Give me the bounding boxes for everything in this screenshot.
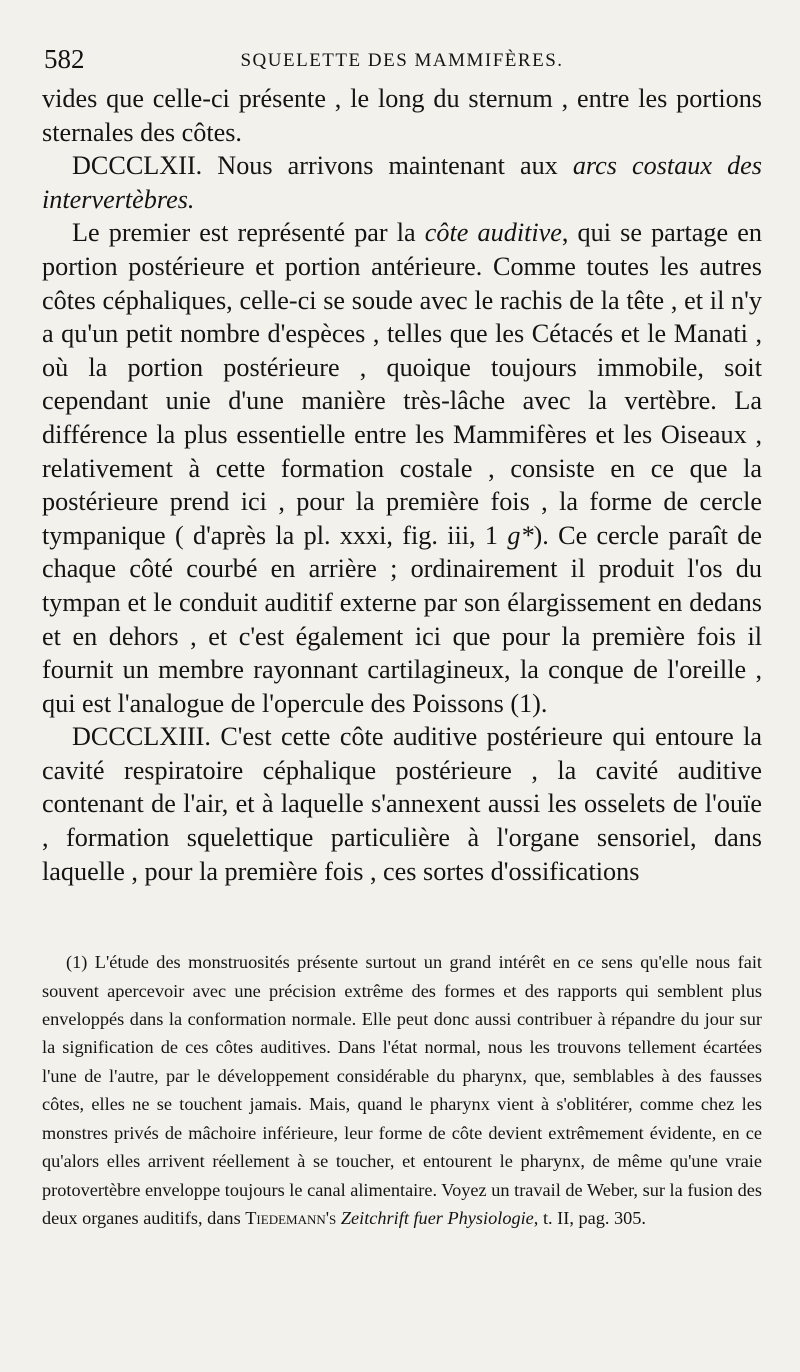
paragraph-text: Nous arrivons maintenant aux (202, 151, 573, 181)
paragraph-text: ). Ce cercle paraît de chaque côté courbé en arrière ; ordinairement il produit l'os du tympan et le conduit auditif externe par son élargissement en dedans et en dehors , et c'est également ici que pour la première fois il fournit un membre rayonnant cartilagineux, la conque de l'oreille , qui est l'analogue de l'opercule des Poissons (1). (42, 520, 762, 718)
paragraph (42, 149, 762, 216)
running-title: SQUELETTE DES MAMMIFÈRES. (240, 50, 564, 71)
page-number: 582 (44, 44, 85, 74)
paragraph (42, 720, 762, 888)
footnote (42, 948, 762, 1232)
paragraph (42, 216, 762, 720)
paragraph-text: Le premier est représenté par la (72, 218, 425, 248)
paragraph (42, 82, 762, 149)
footnote-author: Tiedemann's (245, 1207, 337, 1228)
footnote-text: (1) L'étude des monstruosités présente surtout un grand intérêt en ce sens qu'elle nous fait souvent apercevoir avec une précision extrême des formes et des rapports qui semblent plus enveloppés dans la conformation normale. Elle peut donc aussi contribuer à répandre du jour sur la signification de ces côtes auditives. Dans l'état normal, nous les trouvons tellement écartées l'une de l'autre, par le développement considérable du pharynx, que, semblables à des fausses côtes, elles ne se touchent jamais. Mais, quand le pharynx vient à s'oblitérer, comme chez les monstres privés de mâchoire inférieure, leur forme de côte devient extrêmement évidente, en ce qu'alors elles arrivent réellement à se toucher, et entourent le pharynx, de même qu'une vraie protovertèbre enveloppe toujours le canal alimentaire. Voyez un travail de Weber, sur la fusion des deux organes auditifs, dans (42, 952, 762, 1228)
paragraph-text: vides que celle-ci présente , le long du sternum , entre les portions sternales des côtes. (42, 84, 762, 147)
body-text (42, 82, 762, 888)
section-number: DCCCLXII. (72, 151, 203, 181)
italic-term: côte auditive (424, 218, 562, 248)
italic-term: arcs costaux des intervertèbres. (42, 151, 762, 214)
page-header (42, 40, 762, 76)
paragraph-text: C'est cette côte auditive postérieure qui entoure la cavité respiratoire céphalique postérieure , la cavité auditive contenant de l'air, et à laquelle s'annexent aussi les osselets de l'ouïe , formation squelettique particulière à l'organe sensoriel, dans laquelle , pour la première fois , ces sortes d'ossifications (42, 722, 762, 886)
footnote-tail: , t. II, pag. 305. (533, 1207, 647, 1228)
footnote-journal: Zeitchrift fuer Physiologie (336, 1207, 534, 1228)
paragraph-text: , qui se partage en portion postérieure et portion antérieure. Comme toutes les autres côtes céphaliques, celle-ci se soude avec le rachis de la tête , et il n'y a qu'un petit nombre d'espèces , telles que les Cétacés et le Manati , où la portion postérieure , quoique toujours immobile, soit cependant unie d'une manière très-lâche avec la vertèbre. La différence la plus essentielle entre les Mammifères et les Oiseaux , relativement à cette formation costale , consiste en ce que la postérieure prend ici , pour la première fois , la forme de cercle tympanique ( d'après la pl. xxxi, fig. iii, 1 (42, 218, 762, 550)
figure-reference: g* (507, 520, 534, 550)
section-number: DCCCLXIII. (72, 722, 211, 752)
